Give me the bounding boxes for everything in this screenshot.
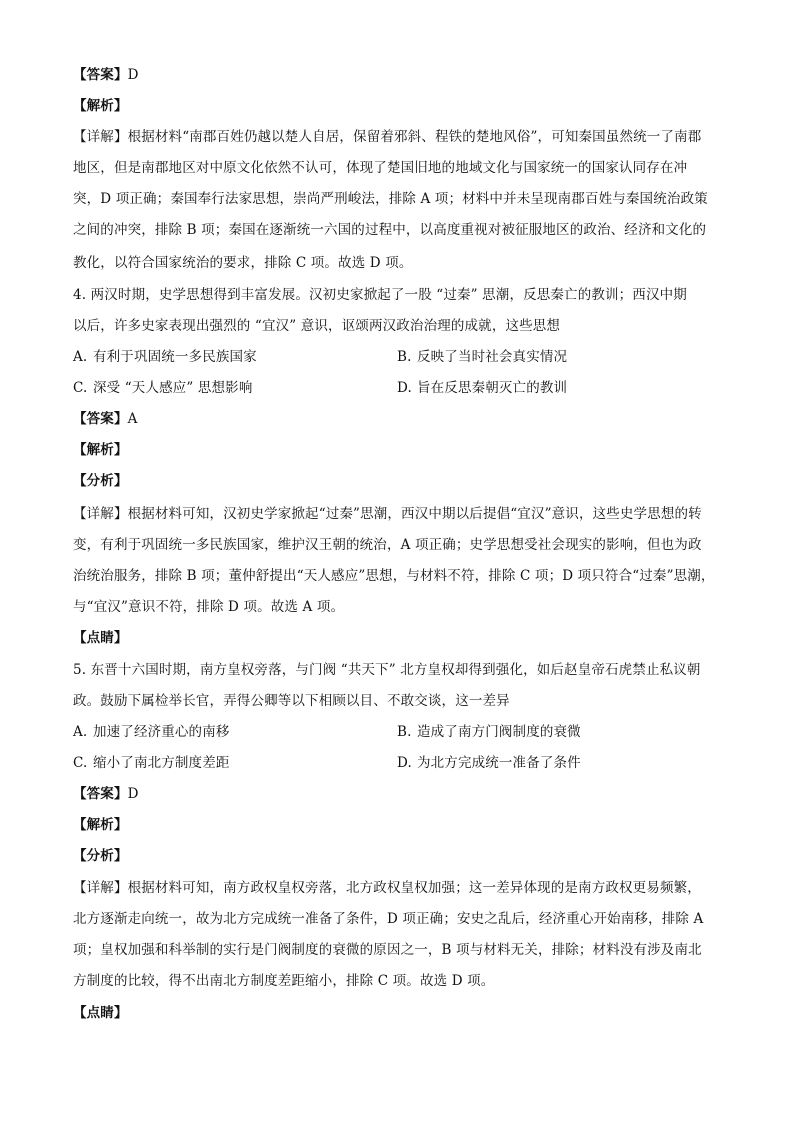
answer-value: D: [127, 786, 139, 802]
q3-detail-line: 之间的冲突，排除 B 项；秦国在逐渐统一六国的过程中，以高度重视对被征服地区的政治、经济和文化的: [73, 222, 707, 238]
answer-tag: 【答案】: [73, 786, 128, 802]
q3-detail-line: 突，D 项正确；秦国奉行法家思想，崇尚严刑峻法，排除 A 项；材料中并未呈现南郡百姓与秦国统治政策: [73, 191, 708, 207]
answer-tag: 【答案】: [73, 411, 128, 427]
q5-stem-line: 政。鼓励下属检举长官，弄得公卿等以下相顾以目、不敢交谈，这一差异: [73, 693, 510, 709]
q5-detail-line: 【详解】根据材料可知，南方政权皇权旁落，北方政权皇权加强；这一差异体现的是南方政权更易频繁，: [73, 880, 701, 896]
answer-tag: 【答案】: [73, 67, 128, 83]
option-letter: C.: [73, 755, 88, 771]
q5-fenxi-tag: 【分析】: [73, 848, 128, 864]
option-letter: A.: [73, 724, 88, 740]
q4-detail-line: 【详解】根据材料可知，汉初史学家掀起“过秦”思潮，西汉中期以后提倡“宜汉”意识，这些史学思想的转: [73, 506, 702, 522]
q5-stem-line: 5. 东晋十六国时期，南方皇权旁落，与门阀 “共天下” 北方皇权却得到强化，如后赵皇帝石虎禁止私议朝: [73, 662, 701, 678]
q4-option-c: [73, 378, 253, 398]
q4-detail-line: 变，有利于巩固统一多民族国家，维护汉王朝的统治，A 项正确；史学思想受社会现实的影响，但也为政: [73, 537, 702, 553]
option-text: 造成了南方门阀制度的衰微: [417, 724, 581, 740]
q4-option-b: [397, 347, 567, 367]
answer-value: D: [127, 67, 139, 83]
option-text: 旨在反思秦朝灭亡的教训: [417, 380, 568, 396]
q3-analysis-tag: 【解析】: [73, 98, 128, 114]
option-letter: D.: [397, 380, 412, 396]
q5-option-c: [73, 753, 230, 773]
q3-detail-line: 教化，以符合国家统治的要求，排除 C 项。故选 D 项。: [73, 255, 413, 271]
q4-option-a: [73, 347, 257, 367]
q5-detail-line: 方制度的比较，得不出南北方制度差距缩小，排除 C 项。故选 D 项。: [73, 973, 495, 989]
q4-detail-line: 治统治服务，排除 B 项；董仲舒提出“天人感应”思想，与材料不符，排除 C 项；D 项只符合“过秦”思潮，: [73, 568, 715, 584]
q5-detail-line: 北方逐渐走向统一，故为北方完成统一准备了条件，D 项正确；安史之乱后，经济重心开始南移，排除 A: [73, 911, 704, 927]
q5-analysis-tag: 【解析】: [73, 817, 128, 833]
q5-option-b: [397, 722, 581, 742]
q5-option-a: [73, 722, 230, 742]
q5-answer-line: [73, 784, 723, 804]
q4-dianjing-tag: 【点睛】: [73, 630, 128, 646]
option-letter: B.: [397, 724, 412, 740]
q5-option-d: [397, 753, 581, 773]
q4-option-d: [397, 378, 567, 398]
option-letter: D.: [397, 755, 412, 771]
q4-stem-line: 4. 两汉时期，史学思想得到丰富发展。汉初史家掀起了一股 “过秦” 思潮，反思秦亡的教训；西汉中期: [73, 287, 687, 303]
answer-value: A: [127, 411, 138, 427]
q4-stem-line: 以后，许多史家表现出强烈的 “宜汉” 意识，讴颂两汉政治治理的成就，这些思想: [73, 318, 561, 334]
q3-detail-line: 地区，但是南郡地区对中原文化依然不认可，体现了楚国旧地的地域文化与国家统一的国家认同存在冲: [73, 160, 688, 176]
q3-answer-line: [73, 65, 723, 85]
q4-fenxi-tag: 【分析】: [73, 473, 128, 489]
option-text: 有利于巩固统一多民族国家: [93, 349, 257, 365]
q4-answer-line: [73, 409, 723, 429]
option-letter: B.: [397, 349, 412, 365]
option-text: 缩小了南北方制度差距: [93, 755, 230, 771]
option-text: 为北方完成统一准备了条件: [417, 755, 581, 771]
q4-analysis-tag: 【解析】: [73, 442, 128, 458]
option-text: 反映了当时社会真实情况: [417, 349, 568, 365]
option-letter: A.: [73, 349, 88, 365]
q5-dianjing-tag: 【点睛】: [73, 1005, 128, 1021]
option-text: 深受 “天人感应” 思想影响: [93, 380, 253, 396]
option-text: 加速了经济重心的南移: [93, 724, 230, 740]
q4-detail-line: 与“宜汉”意识不符，排除 D 项。故选 A 项。: [73, 599, 345, 615]
q5-detail-line: 项；皇权加强和科举制的实行是门阀制度的衰微的原因之一，B 项与材料无关，排除；材料没有涉及南北: [73, 942, 702, 958]
q3-detail-line: 【详解】根据材料“南郡百姓仍越以楚人自居，保留着邪斜、程铁的楚地风俗”，可知秦国虽然统一了南郡: [73, 129, 702, 145]
option-letter: C.: [73, 380, 88, 396]
